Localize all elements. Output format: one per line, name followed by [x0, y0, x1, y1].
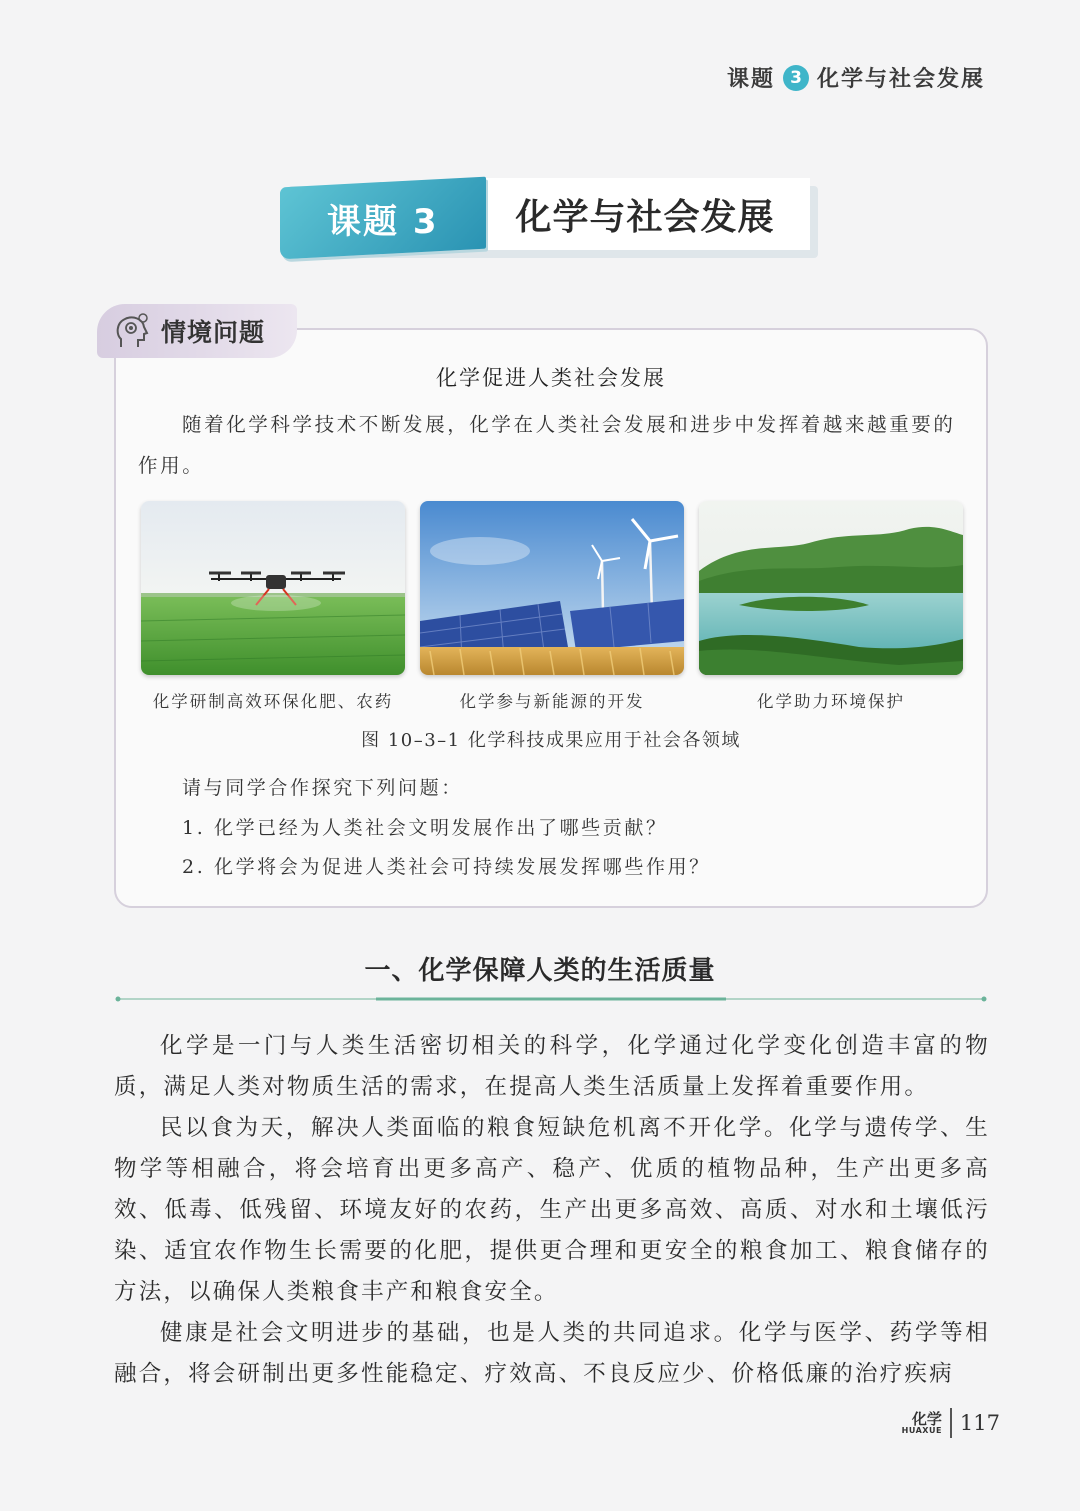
footer-divider [950, 1408, 952, 1438]
lesson-number-badge: 3 [783, 65, 809, 91]
photo-caption-1: 化学研制高效环保化肥、农药 [152, 692, 394, 711]
scenario-intro: 随着化学科学技术不断发展，化学在人类社会发展和进步中发挥着越来越重要的作用。 [138, 413, 956, 477]
photo-farmland-drone [141, 501, 405, 675]
question-item-2: 2. 化学将会为促进人类社会可持续发展发挥哪些作用？ [182, 856, 711, 878]
section-divider [114, 996, 988, 1002]
question-item-1: 1. 化学已经为人类社会文明发展作出了哪些贡献？ [182, 817, 668, 839]
figure-caption: 图 10–3–1 化学科技成果应用于社会各领域 [361, 730, 741, 751]
footer-subject: 化学 [911, 1409, 942, 1428]
body-paragraph-1: 化学是一门与人类生活密切相关的科学，化学通过化学变化创造丰富的物质，满足人类对物质生活的需求，在提高人类生活质量上发挥着重要作用。 [114, 1033, 990, 1100]
chapter-title: 化学与社会发展 [515, 196, 775, 238]
photo-caption-3: 化学助力环境保护 [757, 692, 905, 711]
page-footer [902, 1408, 1000, 1438]
photo-solar-wind [420, 501, 684, 675]
chapter-banner [280, 178, 818, 258]
scenario-title: 化学促进人类社会发展 [436, 366, 666, 390]
photo-lake-landscape [699, 501, 963, 675]
running-header-prefix: 课题 [726, 67, 775, 92]
photo-caption-2: 化学参与新能源的开发 [459, 692, 645, 711]
thinking-head-icon [113, 311, 153, 351]
section-heading: 一、化学保障人类的生活质量 [364, 956, 716, 986]
running-header [727, 62, 985, 93]
question-prompt: 请与同学合作探究下列问题： [182, 777, 463, 799]
scenario-tab-label: 情境问题 [161, 318, 266, 347]
running-header-title: 化学与社会发展 [816, 67, 985, 92]
body-paragraph-3: 健康是社会文明进步的基础，也是人类的共同追求。化学与医学、药学等相融合，将会研制出更多性能稳定、疗效高、不良反应少、价格低廉的治疗疾病 [114, 1320, 990, 1387]
scenario-tab [97, 304, 297, 358]
body-paragraph-2: 民以食为天，解决人类面临的粮食短缺危机离不开化学。化学与遗传学、生物学等相融合，将会培育出更多高产、稳产、优质的植物品种，生产出更多高效、低毒、低残留、环境友好的农药，生产出更多高效、高质、对水和土壤低污染、适宜农作物生长需要的化肥，提供更合理和更安全的粮食加工、粮食储存的方法，以确保人类粮食丰产和粮食安全。 [114, 1115, 990, 1305]
page-number: 117 [959, 1411, 1000, 1435]
footer-subject-pinyin: HUAXUE [901, 1425, 942, 1435]
chapter-label: 课题 3 [327, 201, 439, 242]
